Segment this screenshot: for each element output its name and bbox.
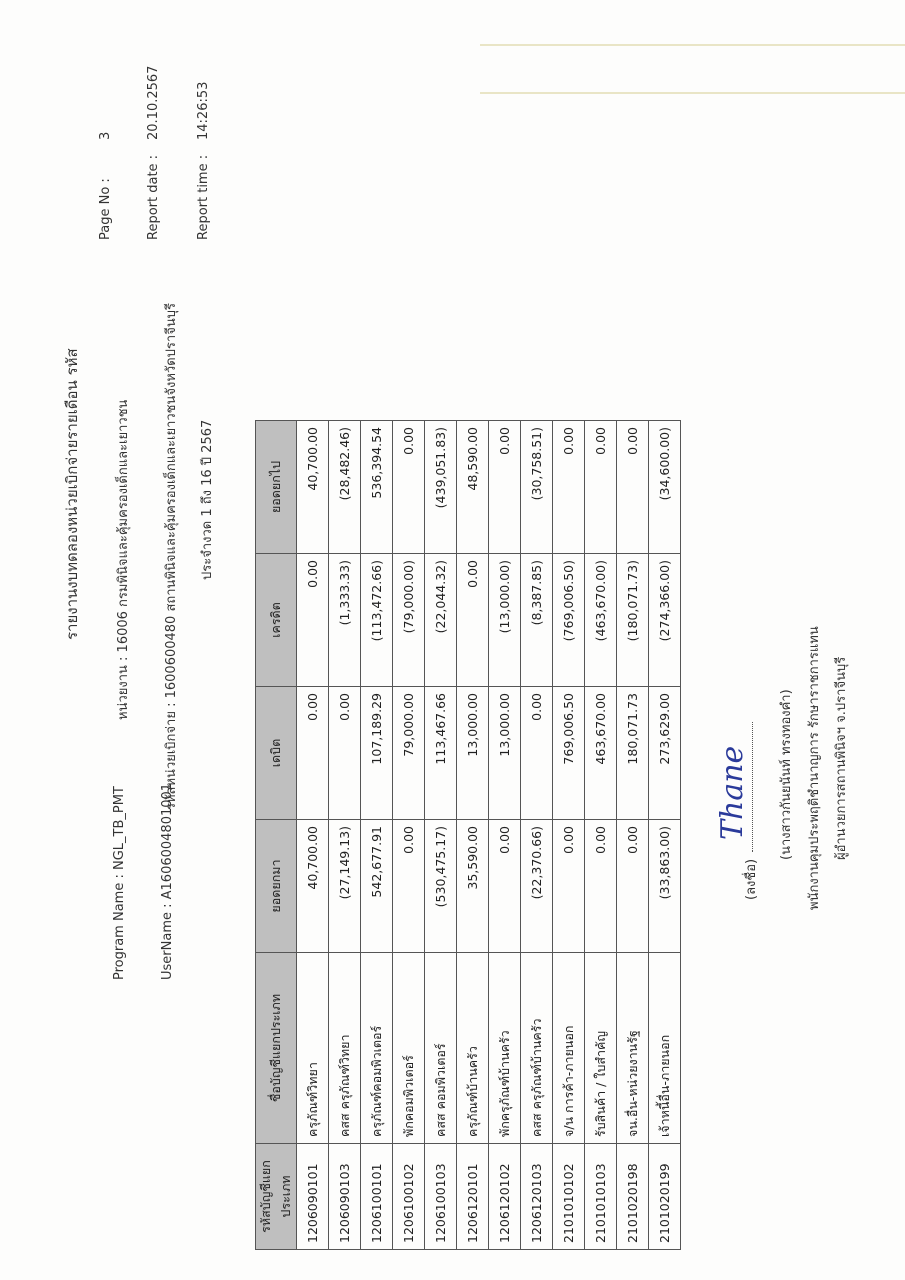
page-no-label: Page No : bbox=[98, 178, 113, 240]
column-header: ยอดยกไป bbox=[256, 421, 297, 554]
table-row bbox=[649, 421, 681, 1250]
user-name: UserName : A1606004801001 bbox=[160, 782, 175, 980]
cell-name: คสส ครุภัณฑ์บ้านครัว bbox=[521, 953, 553, 1144]
cell-cf: 0.00 bbox=[489, 421, 521, 554]
cell-bf: 0.00 bbox=[585, 820, 617, 953]
column-header: ชื่อบัญชีแยกประเภท bbox=[256, 953, 297, 1144]
cell-code: 1206120103 bbox=[521, 1144, 553, 1250]
cell-bf: 40,700.00 bbox=[297, 820, 329, 953]
report-date-label: Report date : bbox=[146, 154, 161, 240]
cell-code: 1206100101 bbox=[361, 1144, 393, 1250]
cell-code: 1206120102 bbox=[489, 1144, 521, 1250]
cell-dr: 0.00 bbox=[329, 687, 361, 820]
cell-bf: 0.00 bbox=[393, 820, 425, 953]
report-time: 14:26:53 bbox=[196, 81, 211, 140]
cell-cf: 0.00 bbox=[617, 421, 649, 554]
column-header: รหัสบัญชีแยกประเภท bbox=[256, 1144, 297, 1250]
cell-name: พักคอมพิวเตอร์ bbox=[393, 953, 425, 1144]
cell-cr: (13,000.00) bbox=[489, 554, 521, 687]
cell-bf: (27,149.13) bbox=[329, 820, 361, 953]
cell-code: 1206100102 bbox=[393, 1144, 425, 1250]
table-row bbox=[425, 421, 457, 1250]
trial-balance-table bbox=[255, 420, 681, 1250]
cell-name: ครุภัณฑ์วิทยา bbox=[297, 953, 329, 1144]
cell-name: ครุภัณฑ์บ้านครัว bbox=[457, 953, 489, 1144]
cell-code: 2101020198 bbox=[617, 1144, 649, 1250]
table-row bbox=[297, 421, 329, 1250]
cell-cr: (180,071.73) bbox=[617, 554, 649, 687]
cell-dr: 113,467.66 bbox=[425, 687, 457, 820]
cell-cf: 48,590.00 bbox=[457, 421, 489, 554]
cell-code: 2101010103 bbox=[585, 1144, 617, 1250]
report-time-label: Report time : bbox=[196, 154, 211, 240]
table-row bbox=[393, 421, 425, 1250]
cell-cf: 40,700.00 bbox=[297, 421, 329, 554]
cell-dr: 0.00 bbox=[521, 687, 553, 820]
cell-bf: 0.00 bbox=[553, 820, 585, 953]
cell-cf: (34,600.00) bbox=[649, 421, 681, 554]
cell-name: จน.อื่น-หน่วยงานรัฐ bbox=[617, 953, 649, 1144]
cell-cr: (274,366.00) bbox=[649, 554, 681, 687]
cell-cr: (1,333.33) bbox=[329, 554, 361, 687]
cell-cf: 0.00 bbox=[393, 421, 425, 554]
cell-name: พักครุภัณฑ์บ้านครัว bbox=[489, 953, 521, 1144]
cell-cf: (439,051.83) bbox=[425, 421, 457, 554]
cell-bf: 0.00 bbox=[617, 820, 649, 953]
table-row bbox=[489, 421, 521, 1250]
disbursing-unit: รหัสหน่วยเบิกจ่าย : 1600600480 สถานพินิจและคุ้มครองเด็กและเยาวชนจังหวัดปราจีนบุรี bbox=[164, 303, 179, 810]
cell-dr: 0.00 bbox=[297, 687, 329, 820]
cell-bf: (530,475.17) bbox=[425, 820, 457, 953]
table-row bbox=[521, 421, 553, 1250]
column-header: เครดิต bbox=[256, 554, 297, 687]
table-row bbox=[329, 421, 361, 1250]
cell-code: 2101020199 bbox=[649, 1144, 681, 1250]
column-header: เดบิต bbox=[256, 687, 297, 820]
cell-cf: (30,758.51) bbox=[521, 421, 553, 554]
table-header-row bbox=[256, 421, 297, 1250]
table-row bbox=[361, 421, 393, 1250]
column-header: ยอดยกมา bbox=[256, 820, 297, 953]
cell-bf: (33,863.00) bbox=[649, 820, 681, 953]
table-row bbox=[553, 421, 585, 1250]
signature-line bbox=[752, 722, 753, 852]
cell-cf: 0.00 bbox=[585, 421, 617, 554]
cell-code: 1206100103 bbox=[425, 1144, 457, 1250]
cell-name: เจ้าหนี้อื่น-ภายนอก bbox=[649, 953, 681, 1144]
cell-cr: (113,472.66) bbox=[361, 554, 393, 687]
cell-cf: 0.00 bbox=[553, 421, 585, 554]
cell-dr: 13,000.00 bbox=[489, 687, 521, 820]
cell-cr: 0.00 bbox=[457, 554, 489, 687]
cell-cr: (769,006.50) bbox=[553, 554, 585, 687]
cell-cr: (79,000.00) bbox=[393, 554, 425, 687]
period: ประจำงวด 1 ถึง 16 ปี 2567 bbox=[200, 419, 215, 580]
cell-cr: (463,670.00) bbox=[585, 554, 617, 687]
report-title: รายงานงบทดลองหน่วยเบิกจ่ายรายเดือน รหัส bbox=[63, 348, 81, 640]
cell-dr: 79,000.00 bbox=[393, 687, 425, 820]
cell-code: 2101010102 bbox=[553, 1144, 585, 1250]
cell-code: 1206090103 bbox=[329, 1144, 361, 1250]
cell-dr: 180,071.73 bbox=[617, 687, 649, 820]
report-date: 20.10.2567 bbox=[146, 65, 161, 140]
cell-bf: 542,677.91 bbox=[361, 820, 393, 953]
cell-code: 1206090101 bbox=[297, 1144, 329, 1250]
signer-position-2: ผู้อำนวยการสถานพินิจฯ จ.ปราจีนบุรี bbox=[834, 656, 849, 860]
cell-dr: 13,000.00 bbox=[457, 687, 489, 820]
cell-name: คสส ครุภัณฑ์วิทยา bbox=[329, 953, 361, 1144]
cell-cr: (22,044.32) bbox=[425, 554, 457, 687]
cell-dr: 463,670.00 bbox=[585, 687, 617, 820]
table-row bbox=[585, 421, 617, 1250]
agency: หน่วยงาน : 16006 กรมพินิจและคุ้มครองเด็กและเยาวชน bbox=[116, 399, 131, 720]
program-name: Program Name : NGL_TB_PMT bbox=[112, 786, 127, 980]
cell-name: จ/น การค้า-ภายนอก bbox=[553, 953, 585, 1144]
cell-bf: 0.00 bbox=[489, 820, 521, 953]
cell-code: 1206120101 bbox=[457, 1144, 489, 1250]
cell-cr: 0.00 bbox=[297, 554, 329, 687]
signer-name: (นางสาวกันยนันท์ ทรงทองคำ) bbox=[779, 689, 794, 860]
cell-name: คสส คอมพิวเตอร์ bbox=[425, 953, 457, 1144]
cell-cf: 536,394.54 bbox=[361, 421, 393, 554]
cell-bf: (22,370.66) bbox=[521, 820, 553, 953]
cell-dr: 769,006.50 bbox=[553, 687, 585, 820]
cell-cf: (28,482.46) bbox=[329, 421, 361, 554]
cell-bf: 35,590.00 bbox=[457, 820, 489, 953]
table-row bbox=[457, 421, 489, 1250]
page-no: 3 bbox=[98, 131, 113, 140]
cell-dr: 107,189.29 bbox=[361, 687, 393, 820]
sign-label: (ลงชื่อ) bbox=[744, 858, 759, 900]
cell-name: รับสินค้า / ใบสำคัญ bbox=[585, 953, 617, 1144]
handwritten-signature: Thane bbox=[715, 745, 750, 840]
cell-dr: 273,629.00 bbox=[649, 687, 681, 820]
cell-cr: (8,387.85) bbox=[521, 554, 553, 687]
signer-position: พนักงานคุมประพฤติชำนาญการ รักษาราชการแทน bbox=[807, 626, 822, 910]
cell-name: ครุภัณฑ์คอมพิวเตอร์ bbox=[361, 953, 393, 1144]
table-row bbox=[617, 421, 649, 1250]
